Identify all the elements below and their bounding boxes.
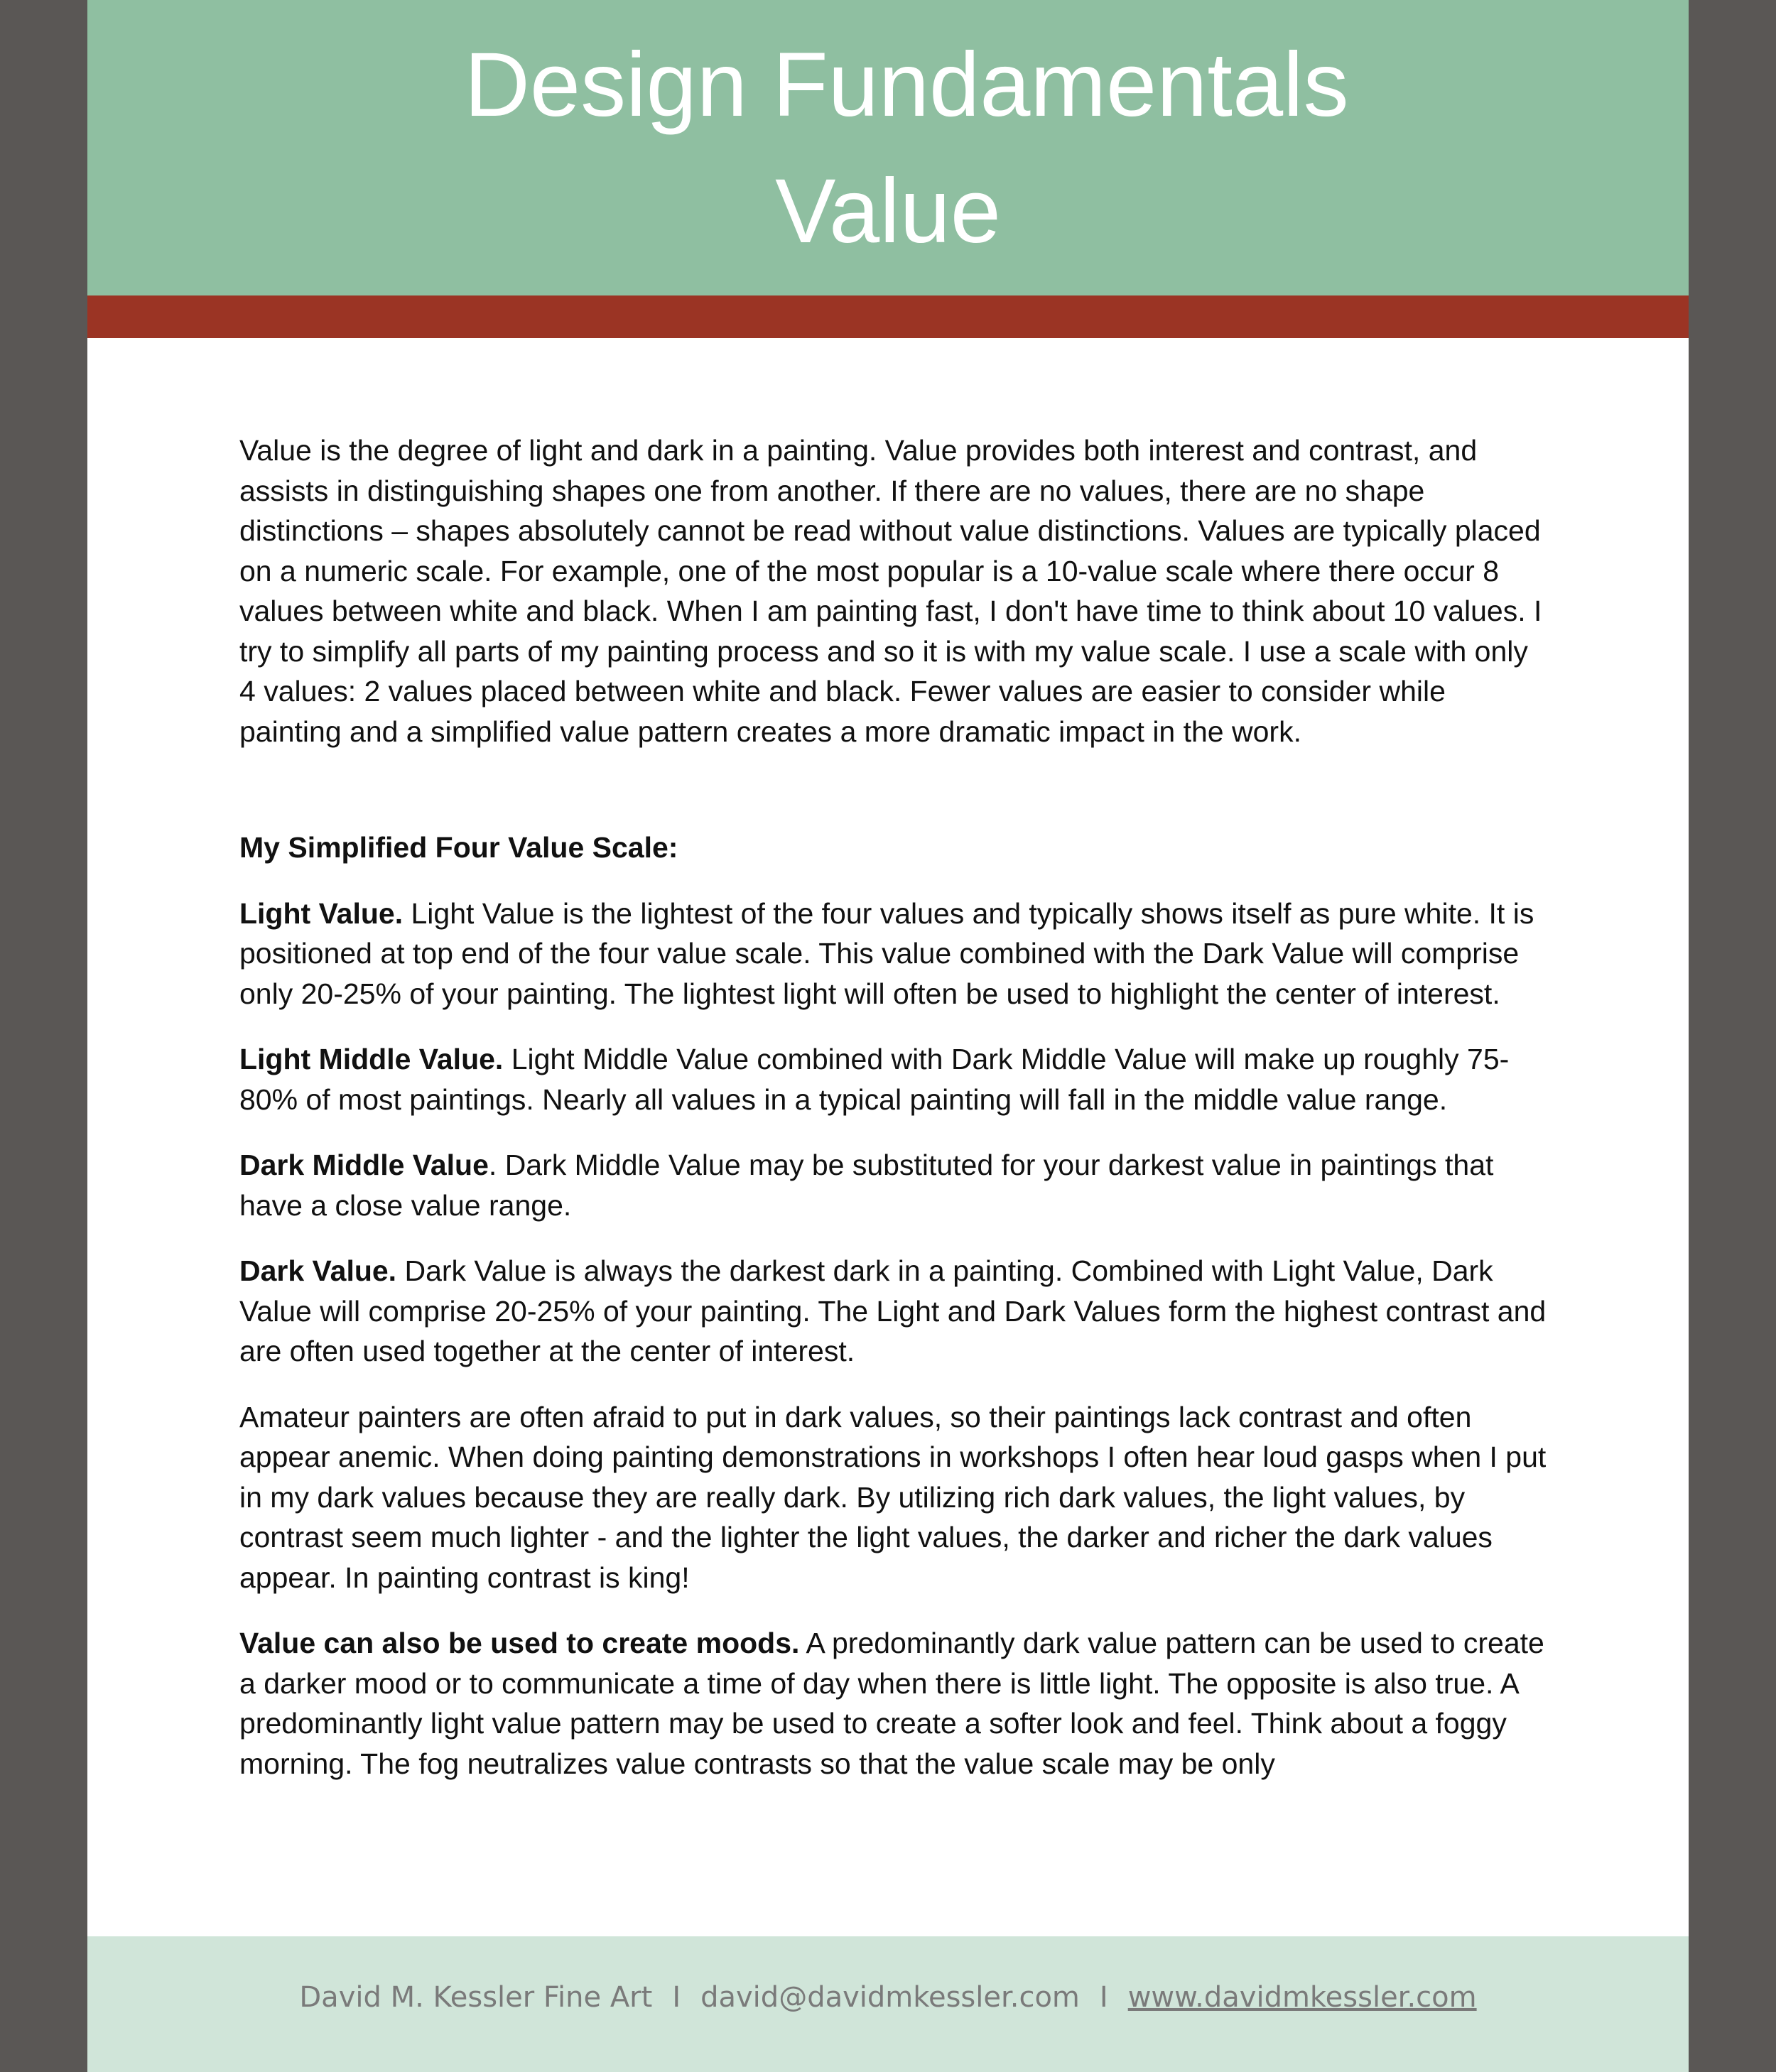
- page-title: Design Fundamentals: [464, 34, 1349, 136]
- term-moods: Value can also be used to create moods.: [239, 1627, 800, 1659]
- term-light-middle-value: Light Middle Value.: [239, 1043, 504, 1075]
- dark-middle-value-text: . Dark Middle Value may be substituted for your darkest value in paintings that have a close value range.: [239, 1149, 1494, 1222]
- light-value-paragraph: [239, 894, 1547, 1014]
- page-header: [87, 0, 1689, 295]
- light-middle-value-paragraph: [239, 1039, 1547, 1119]
- footer-name: David M. Kessler Fine Art: [299, 1981, 653, 2014]
- footer-contact-line: [87, 1978, 1689, 2017]
- page-subtitle: Value: [775, 161, 1001, 262]
- footer-website-link[interactable]: www.davidmkessler.com: [1127, 1981, 1477, 2014]
- footer-email[interactable]: david@davidmkessler.com: [700, 1981, 1080, 2014]
- section-heading: My Simplified Four Value Scale:: [239, 831, 678, 864]
- footer-separator: I: [672, 1981, 681, 2014]
- light-value-text: Light Value is the lightest of the four values and typically shows itself as pure white. It is positioned at top end of the four value scale. This value combined with the Dark Value will comprise only 20-25% of your painting. The lightest light will often be used to highlight the center of interest.: [239, 896, 1534, 1010]
- moods-paragraph: [239, 1623, 1547, 1784]
- dark-value-paragraph: [239, 1251, 1547, 1372]
- moods-text: A predominantly dark value pattern can be used to create a darker mood or to communicate a time of day when there is little light. The opposite is also true. A predominantly light value pattern may be used to create a softer look and feel. Think about a foggy morning. The fog neutralizes value contrasts so that the value scale may be only: [239, 1627, 1544, 1780]
- intro-paragraph: Value is the degree of light and dark in a painting. Value provides both interest and contrast, and assists in distinguishing shapes one from another. If there are no values, there are no shape distinctions – shapes absolutely cannot be read without value distinctions. Values are typically placed on a numeric scale. For example, one of the most popular is a 10-value scale where there occur 8 values between white and black. When I am painting fast, I don't have time to think about 10 values. I try to simplify all parts of my painting process and so it is with my value scale. I use a scale with only 4 values: 2 values placed between white and black. Fewer values are easier to consider while painting and a simplified value pattern creates a more dramatic impact in the work.: [239, 434, 1542, 748]
- accent-band: [87, 295, 1689, 338]
- dark-middle-value-paragraph: [239, 1145, 1547, 1225]
- document-page: [87, 0, 1689, 2072]
- light-middle-value-text: Light Middle Value combined with Dark Middle Value will make up roughly 75-80% of most paintings. Nearly all values in a typical painting will fall in the middle value range.: [239, 1043, 1510, 1116]
- term-dark-value: Dark Value.: [239, 1254, 397, 1287]
- article-body: [239, 430, 1547, 1809]
- amateur-paragraph: Amateur painters are often afraid to put in dark values, so their paintings lack contrast and often appear anemic. When doing painting demonstrations in workshops I often hear loud gasps when I put in my dark values because they are really dark. By utilizing rich dark values, the light values, by contrast seem much lighter - and the lighter the light values, the darker and richer the dark values appear. In painting contrast is king!: [239, 1400, 1547, 1594]
- term-dark-middle-value: Dark Middle Value: [239, 1149, 489, 1181]
- dark-value-text: Dark Value is always the darkest dark in a painting. Combined with Light Value, Dark Value will comprise 20-25% of your painting. The Light and Dark Values form the highest contrast and are often used together at the center of interest.: [239, 1254, 1547, 1367]
- footer-separator: I: [1099, 1981, 1108, 2014]
- page-footer: [87, 1936, 1689, 2072]
- term-light-value: Light Value.: [239, 896, 404, 930]
